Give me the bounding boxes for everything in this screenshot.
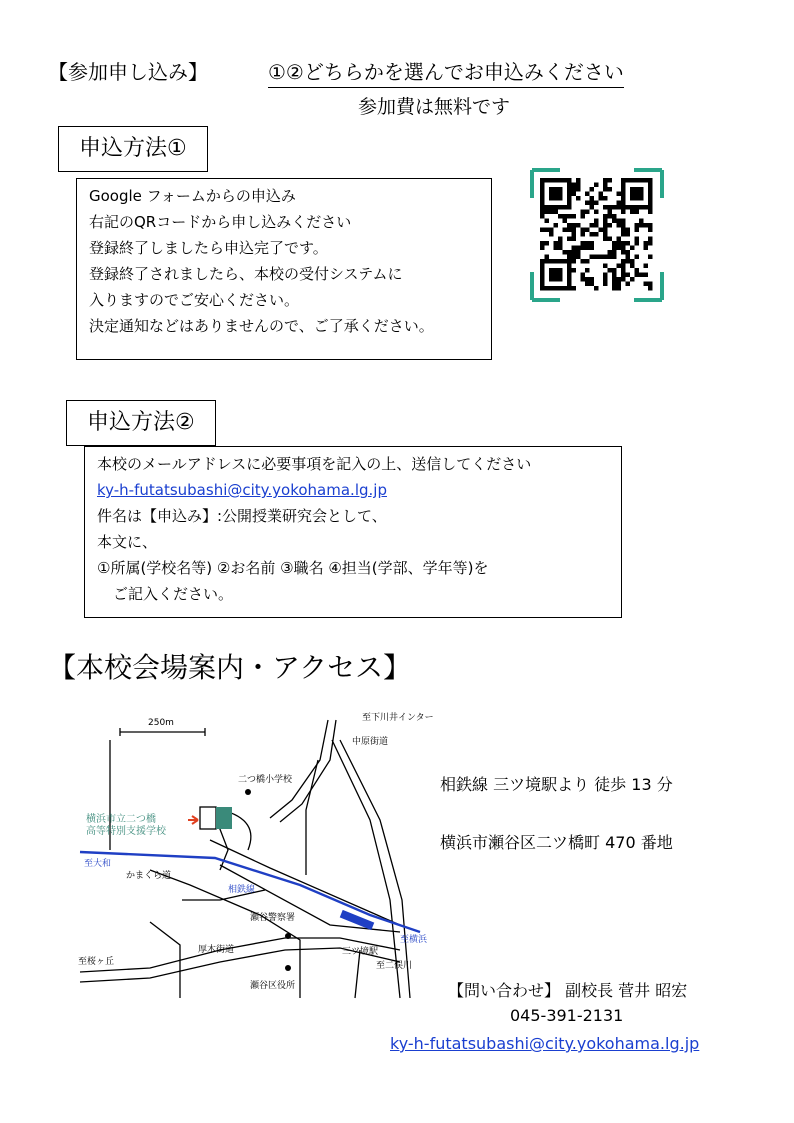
map-label: 至下川井インター (362, 713, 434, 723)
map-label: 二つ橋小学校 (238, 775, 293, 785)
page-title: 【参加申し込み】 (48, 60, 208, 84)
qr-code-icon[interactable] (530, 168, 664, 302)
map-label: かまくら道 (126, 871, 172, 881)
method1-label: 申込方法① (58, 126, 208, 172)
method1-line: 入りますのでご安心ください。 (89, 291, 300, 309)
map-label: 厚木街道 (198, 945, 235, 955)
email-link[interactable]: ky-h-futatsubashi@city.yokohama.lg.jp (97, 481, 387, 499)
method2-line: 件名は【申込み】:公開授業研究会として、 (97, 507, 387, 525)
method1-line: 決定通知などはありませんので、ご了承ください。 (89, 317, 434, 335)
map-label: 至桜ヶ丘 (78, 957, 115, 967)
method1-box (76, 178, 492, 360)
map-label: 高等特別支援学校 (86, 826, 166, 837)
map-label: 相鉄線 (228, 885, 256, 895)
access-map (70, 700, 450, 1000)
contact-email-link[interactable]: ky-h-futatsubashi@city.yokohama.lg.jp (390, 1034, 700, 1053)
method2-label: 申込方法② (66, 400, 216, 446)
access-title: 【本校会場案内・アクセス】 (48, 651, 412, 684)
map-label: 至二俣川 (376, 961, 413, 971)
map-label: 至大和 (84, 859, 112, 869)
method2-box (84, 446, 622, 618)
method2-line: ご記入ください。 (113, 585, 234, 603)
map-label: 三ツ境駅 (342, 947, 379, 957)
map-label: 中原街道 (352, 737, 389, 747)
contact-phone: 045-391-2131 (510, 1006, 624, 1025)
map-scale: 250m (148, 718, 174, 728)
fee-text: 参加費は無料です (358, 96, 511, 118)
method1-line: 登録終了しましたら申込完了です。 (89, 239, 328, 257)
method1-line: Google フォームからの申込み (89, 187, 296, 205)
address-text: 横浜市瀬谷区二ツ橋町 470 番地 (440, 833, 673, 852)
map-label: 瀬谷区役所 (250, 981, 296, 991)
method2-line: 本文に、 (97, 533, 158, 551)
method1-line: 右記のQRコードから申し込みください (89, 213, 352, 231)
map-label: 至横浜 (400, 935, 428, 945)
map-label: 瀬谷警察署 (250, 913, 296, 923)
instruction-text: ①②どちらかを選んでお申込みください (268, 56, 624, 88)
contact-label: 【問い合わせ】 副校長 菅井 昭宏 (448, 981, 688, 1000)
method2-line: 本校のメールアドレスに必要事項を記入の上、送信してください (97, 455, 532, 473)
method1-line: 登録終了されましたら、本校の受付システムに (89, 265, 403, 283)
method2-line: ①所属(学校名等) ②お名前 ③職名 ④担当(学部、学年等)を (97, 559, 489, 577)
route-text: 相鉄線 三ツ境駅より 徒歩 13 分 (440, 775, 673, 794)
map-label: 横浜市立二つ橋 (86, 814, 156, 825)
